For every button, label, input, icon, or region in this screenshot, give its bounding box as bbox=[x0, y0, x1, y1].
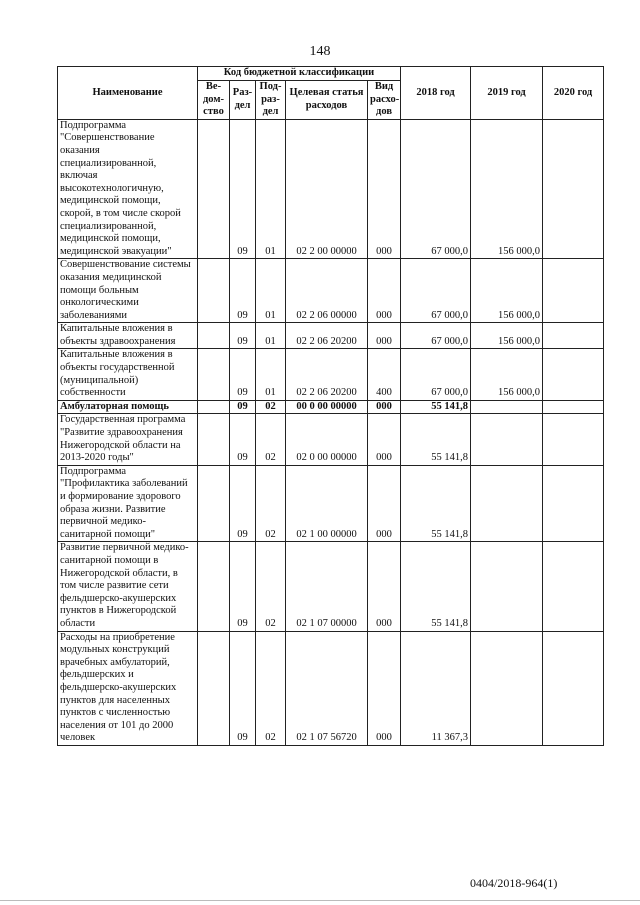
cell-y2020 bbox=[543, 400, 604, 414]
cell-vr: 000 bbox=[368, 259, 401, 323]
cell-razdel: 09 bbox=[230, 259, 256, 323]
cell-vr: 000 bbox=[368, 414, 401, 465]
cell-y2018: 67 000,0 bbox=[401, 349, 471, 400]
header-ved: Ве-дом-ство bbox=[198, 81, 230, 120]
cell-y2018: 55 141,8 bbox=[401, 465, 471, 542]
table-row bbox=[58, 631, 604, 745]
header-2019: 2019 год bbox=[471, 67, 543, 120]
cell-razdel: 09 bbox=[230, 414, 256, 465]
cell-y2018: 55 141,8 bbox=[401, 414, 471, 465]
cell-y2020 bbox=[543, 119, 604, 259]
table-body bbox=[58, 119, 604, 745]
cell-y2018: 55 141,8 bbox=[401, 542, 471, 631]
cell-razdel: 09 bbox=[230, 349, 256, 400]
cell-name: Расходы на приобретение модульных конструкций врачебных амбулаторий, фельдшерских и фельдшерско-акушерских пунктов для населенных пунктов с численностью населения от 101 до 2000 человек bbox=[58, 631, 198, 745]
cell-name: Совершенствование системы оказания медицинской помощи больным онкологическими заболеваниями bbox=[58, 259, 198, 323]
cell-razdel: 09 bbox=[230, 631, 256, 745]
cell-podrazdel: 02 bbox=[256, 400, 286, 414]
cell-ved bbox=[198, 119, 230, 259]
cell-name: Государственная программа "Развитие здравоохранения Нижегородской области на 2013-2020 годы" bbox=[58, 414, 198, 465]
cell-vr: 000 bbox=[368, 631, 401, 745]
cell-vr: 000 bbox=[368, 400, 401, 414]
cell-ved bbox=[198, 349, 230, 400]
cell-csr: 02 1 07 00000 bbox=[286, 542, 368, 631]
cell-y2018: 11 367,3 bbox=[401, 631, 471, 745]
header-csr: Целевая статья расходов bbox=[286, 81, 368, 120]
cell-y2019: 156 000,0 bbox=[471, 349, 543, 400]
cell-y2018: 67 000,0 bbox=[401, 119, 471, 259]
cell-name: Подпрограмма "Совершенствование оказания специализированной, включая высокотехнологичную, медицинской помощи, скорой, в том числе скорой специализированной, медицинской помощи, медицинской эвакуации" bbox=[58, 119, 198, 259]
cell-vr: 000 bbox=[368, 542, 401, 631]
page-number: 148 bbox=[309, 44, 331, 59]
cell-name: Капитальные вложения в объекты здравоохранения bbox=[58, 323, 198, 349]
cell-ved bbox=[198, 400, 230, 414]
cell-ved bbox=[198, 465, 230, 542]
cell-y2020 bbox=[543, 349, 604, 400]
table-row bbox=[58, 349, 604, 400]
cell-razdel: 09 bbox=[230, 323, 256, 349]
cell-ved bbox=[198, 414, 230, 465]
cell-y2019 bbox=[471, 400, 543, 414]
cell-y2019 bbox=[471, 465, 543, 542]
cell-name: Развитие первичной медико-санитарной помощи в Нижегородской области, в том числе развитие сети фельдшерско-акушерских пунктов в Нижегородской области bbox=[58, 542, 198, 631]
cell-name: Амбулаторная помощь bbox=[58, 400, 198, 414]
cell-csr: 00 0 00 00000 bbox=[286, 400, 368, 414]
cell-ved bbox=[198, 542, 230, 631]
cell-name: Подпрограмма "Профилактика заболеваний и формирование здорового образа жизни. Развитие первичной медико-санитарной помощи" bbox=[58, 465, 198, 542]
table-row bbox=[58, 542, 604, 631]
cell-ved bbox=[198, 323, 230, 349]
cell-vr: 400 bbox=[368, 349, 401, 400]
budget-table bbox=[57, 66, 604, 746]
cell-csr: 02 2 06 20200 bbox=[286, 349, 368, 400]
table-row bbox=[58, 465, 604, 542]
cell-ved bbox=[198, 259, 230, 323]
document-code: 0404/2018-964(1) bbox=[470, 876, 558, 890]
cell-razdel: 09 bbox=[230, 119, 256, 259]
cell-podrazdel: 01 bbox=[256, 349, 286, 400]
cell-vr: 000 bbox=[368, 119, 401, 259]
cell-csr: 02 2 06 00000 bbox=[286, 259, 368, 323]
cell-podrazdel: 02 bbox=[256, 631, 286, 745]
cell-razdel: 09 bbox=[230, 465, 256, 542]
cell-podrazdel: 02 bbox=[256, 414, 286, 465]
cell-y2018: 67 000,0 bbox=[401, 259, 471, 323]
cell-podrazdel: 01 bbox=[256, 119, 286, 259]
table-row bbox=[58, 400, 604, 414]
cell-y2018: 67 000,0 bbox=[401, 323, 471, 349]
table-row bbox=[58, 414, 604, 465]
cell-podrazdel: 02 bbox=[256, 465, 286, 542]
cell-y2020 bbox=[543, 414, 604, 465]
cell-podrazdel: 01 bbox=[256, 323, 286, 349]
cell-podrazdel: 01 bbox=[256, 259, 286, 323]
header-vr: Вид расхо-дов bbox=[368, 81, 401, 120]
cell-y2020 bbox=[543, 542, 604, 631]
cell-y2020 bbox=[543, 259, 604, 323]
table-row bbox=[58, 323, 604, 349]
cell-podrazdel: 02 bbox=[256, 542, 286, 631]
cell-y2019 bbox=[471, 414, 543, 465]
cell-y2019 bbox=[471, 542, 543, 631]
cell-csr: 02 1 00 00000 bbox=[286, 465, 368, 542]
cell-csr: 02 2 06 20200 bbox=[286, 323, 368, 349]
header-name: Наименование bbox=[58, 67, 198, 120]
cell-y2019: 156 000,0 bbox=[471, 259, 543, 323]
cell-razdel: 09 bbox=[230, 400, 256, 414]
cell-y2018: 55 141,8 bbox=[401, 400, 471, 414]
cell-y2020 bbox=[543, 465, 604, 542]
header-podrazdel: Под-раз-дел bbox=[256, 81, 286, 120]
cell-y2019: 156 000,0 bbox=[471, 119, 543, 259]
table-row bbox=[58, 119, 604, 259]
table-row bbox=[58, 259, 604, 323]
cell-razdel: 09 bbox=[230, 542, 256, 631]
cell-ved bbox=[198, 631, 230, 745]
cell-csr: 02 2 00 00000 bbox=[286, 119, 368, 259]
cell-vr: 000 bbox=[368, 323, 401, 349]
cell-y2019 bbox=[471, 631, 543, 745]
cell-csr: 02 0 00 00000 bbox=[286, 414, 368, 465]
header-code-group: Код бюджетной классификации bbox=[198, 67, 401, 81]
header-razdel: Раз-дел bbox=[230, 81, 256, 120]
cell-name: Капитальные вложения в объекты государственной (муниципальной) собственности bbox=[58, 349, 198, 400]
cell-y2020 bbox=[543, 631, 604, 745]
header-2018: 2018 год bbox=[401, 67, 471, 120]
cell-vr: 000 bbox=[368, 465, 401, 542]
cell-csr: 02 1 07 56720 bbox=[286, 631, 368, 745]
scan-edge-line bbox=[0, 900, 640, 901]
header-2020: 2020 год bbox=[543, 67, 604, 120]
cell-y2019: 156 000,0 bbox=[471, 323, 543, 349]
cell-y2020 bbox=[543, 323, 604, 349]
